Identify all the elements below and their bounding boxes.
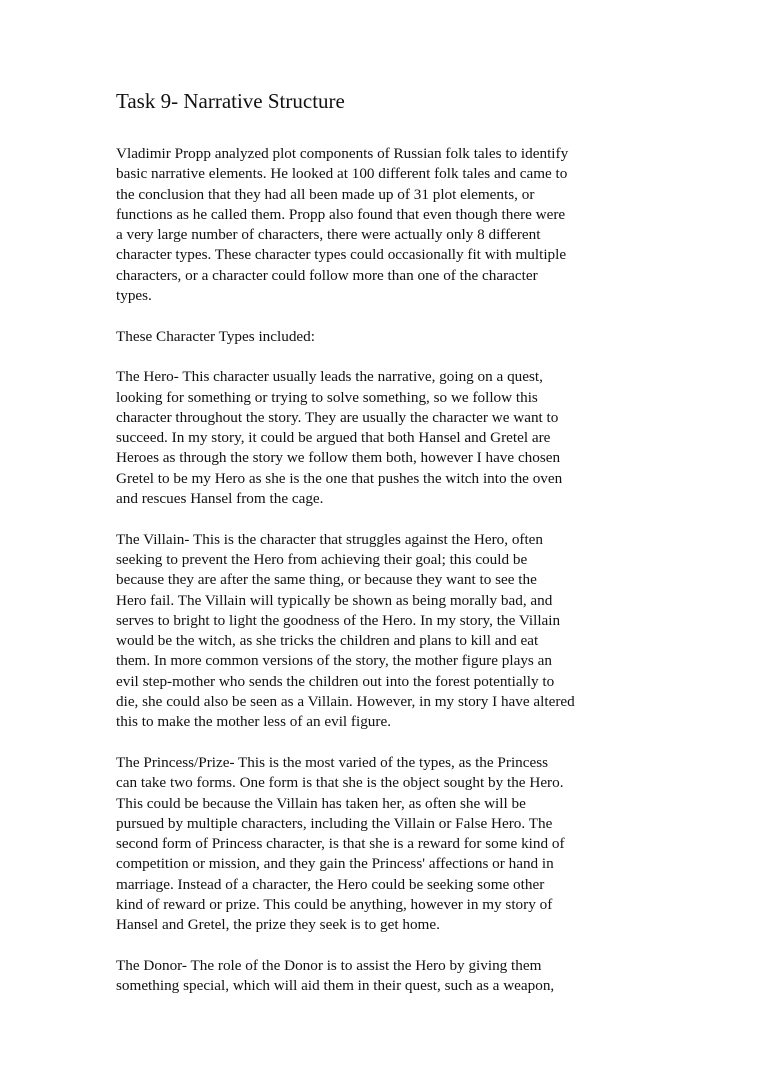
text-line: Gretel to be my Hero as she is the one that pushes the witch into the oven (116, 469, 563, 487)
text-line: marriage. Instead of a character, the Hero could be seeking some other (116, 875, 545, 893)
text-line: kind of reward or prize. This could be anything, however in my story of (116, 895, 553, 913)
text-line: would be the witch, as she tricks the children and plans to kill and eat (116, 632, 539, 650)
text-line: These Character Types included: (116, 327, 315, 345)
paragraph (116, 956, 652, 997)
text-line: basic narrative elements. He looked at 100 different folk tales and came to (116, 165, 568, 183)
text-line: functions as he called them. Propp also found that even though there were (116, 205, 566, 223)
document-body (116, 88, 652, 1017)
text-line: and rescues Hansel from the cage. (116, 490, 324, 508)
text-line: looking for something or trying to solve something, so we follow this (116, 388, 538, 406)
text-line: die, she could also be seen as a Villain. However, in my story I have altered (116, 693, 575, 711)
text-line: seeking to prevent the Hero from achieving their goal; this could be (116, 550, 528, 568)
text-line: because they are after the same thing, or because they want to see the (116, 571, 537, 589)
text-line: types. (116, 287, 152, 305)
text-line: The Villain- This is the character that struggles against the Hero, often (116, 530, 544, 548)
text-line: The Princess/Prize- This is the most varied of the types, as the Princess (116, 753, 549, 771)
paragraph (116, 327, 652, 347)
text-line: pursued by multiple characters, including the Villain or False Hero. The (116, 814, 553, 832)
text-line: character throughout the story. They are usually the character we want to (116, 408, 559, 426)
text-line: competition or mission, and they gain the Princess' affections or hand in (116, 855, 554, 873)
paragraph (116, 530, 652, 733)
text-line: Hansel and Gretel, the prize they seek is to get home. (116, 916, 440, 934)
text-line: them. In more common versions of the story, the mother figure plays an (116, 652, 552, 670)
text-line: evil step-mother who sends the children out into the forest potentially to (116, 672, 555, 690)
text-line: The Donor- The role of the Donor is to assist the Hero by giving them (116, 956, 542, 974)
text-line: The Hero- This character usually leads the narrative, going on a quest, (116, 368, 543, 386)
text-line: characters, or a character could follow more than one of the character (116, 266, 538, 284)
paragraph (116, 367, 652, 509)
text-line: something special, which will aid them in their quest, such as a weapon, (116, 977, 555, 995)
text-line: second form of Princess character, is that she is a reward for some kind of (116, 835, 565, 853)
text-line: character types. These character types could occasionally fit with multiple (116, 246, 567, 264)
text-line: This could be because the Villain has taken her, as often she will be (116, 794, 526, 812)
text-line: the conclusion that they had all been made up of 31 plot elements, or (116, 185, 535, 203)
paragraph (116, 753, 652, 936)
text-line: this to make the mother less of an evil figure. (116, 713, 391, 731)
page-title: Task 9- Narrative Structure (116, 89, 345, 113)
text-line: succeed. In my story, it could be argued that both Hansel and Gretel are (116, 429, 551, 447)
paragraph-list (116, 144, 652, 996)
text-line: can take two forms. One form is that she is the object sought by the Hero. (116, 774, 564, 792)
text-line: Vladimir Propp analyzed plot components of Russian folk tales to identify (116, 145, 569, 162)
text-line: serves to bright to light the goodness of the Hero. In my story, the Villain (116, 611, 561, 629)
text-line: Hero fail. The Villain will typically be shown as being morally bad, and (116, 591, 553, 609)
paragraph (116, 144, 652, 306)
text-line: a very large number of characters, there were actually only 8 different (116, 226, 541, 244)
text-line: Heroes as through the story we follow them both, however I have chosen (116, 449, 561, 467)
